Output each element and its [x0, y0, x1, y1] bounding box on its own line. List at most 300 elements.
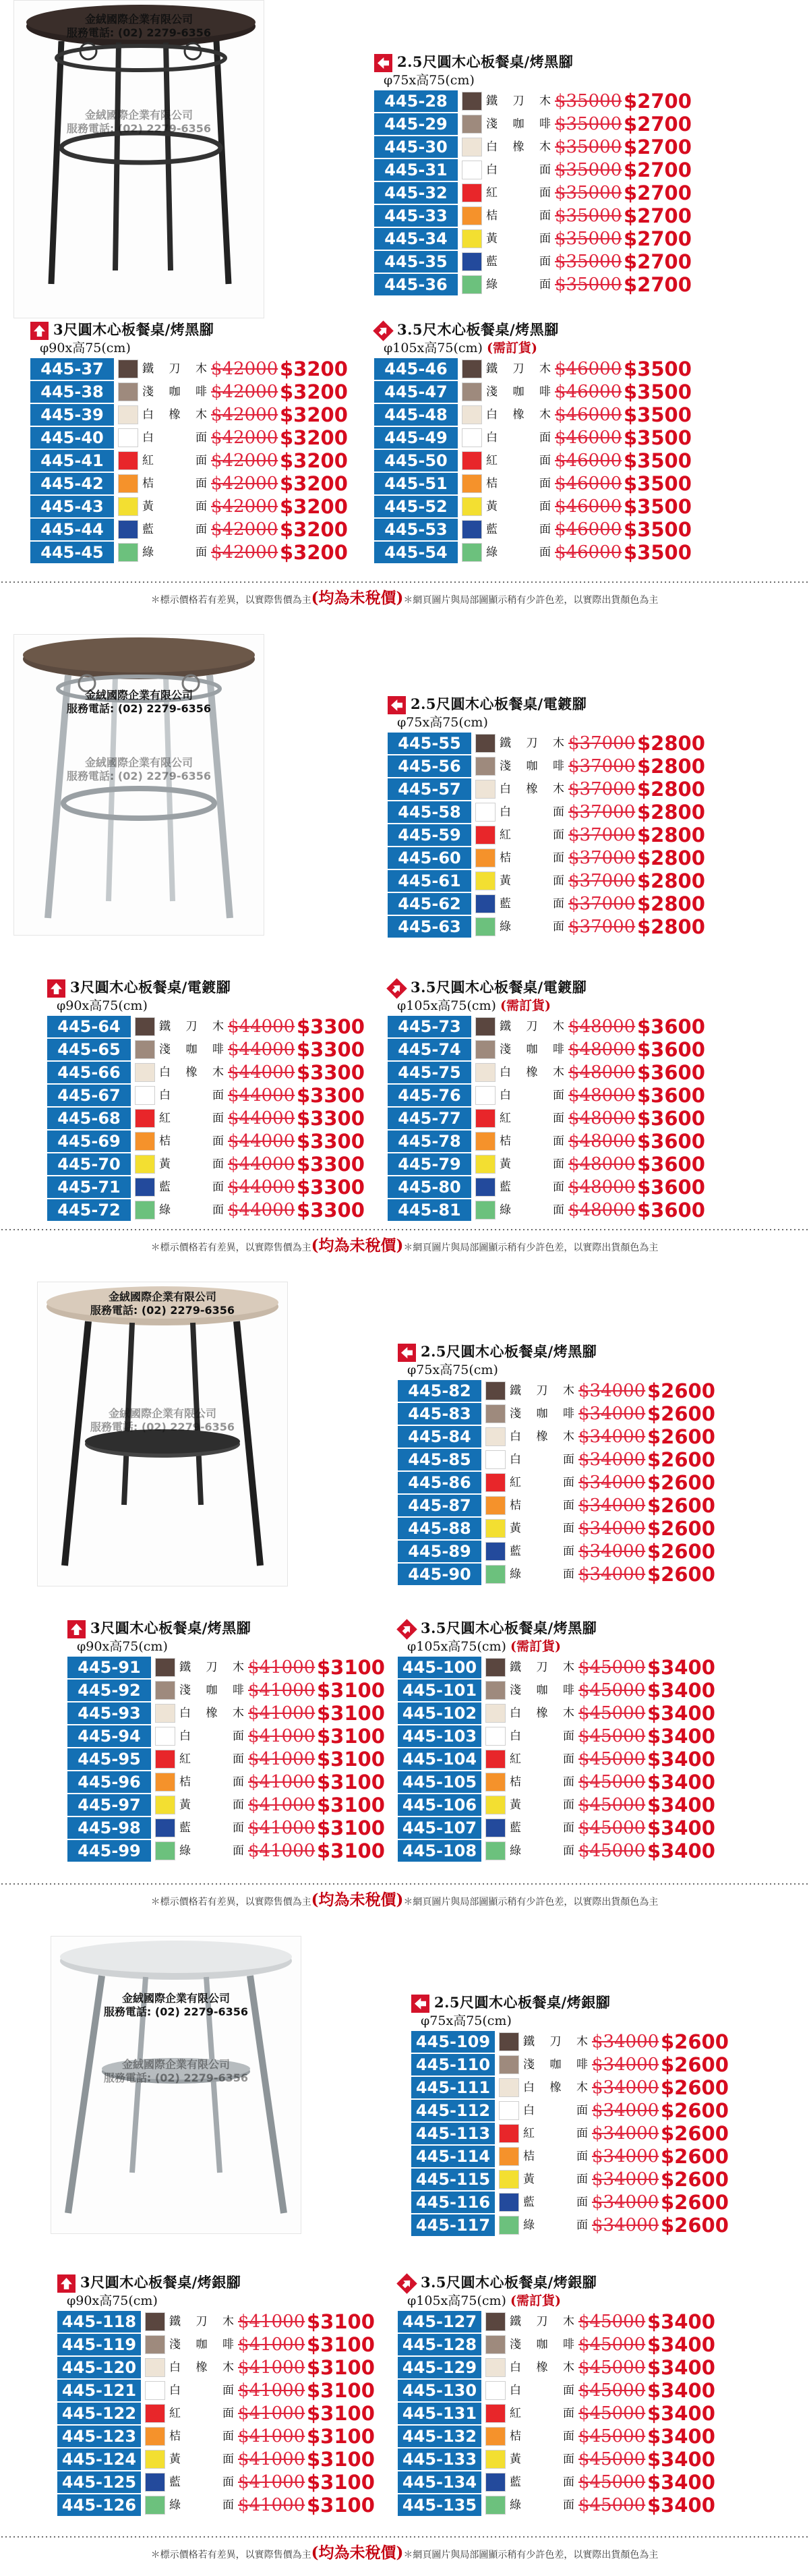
dotted-divider	[0, 1883, 809, 1885]
product-code: 445-132	[398, 2426, 481, 2447]
price-footnote	[0, 588, 809, 610]
color-name: 綠 面	[500, 920, 564, 934]
product-code: 445-40	[30, 427, 114, 449]
color-name: 黃 面	[486, 500, 551, 513]
color-name: 白 面	[523, 2104, 588, 2117]
product-code: 445-45	[30, 542, 114, 563]
original-price: $45000	[578, 1841, 646, 1861]
original-price: $34000	[578, 1472, 646, 1493]
product-code: 445-34	[374, 228, 458, 250]
product-code: 445-66	[47, 1062, 131, 1083]
product-code: 445-62	[388, 893, 471, 915]
footnote-left: ＊標示價格若有差異，以實際售價為主	[150, 595, 311, 606]
product-code: 445-76	[388, 1085, 471, 1106]
product-code: 445-31	[374, 159, 458, 181]
color-swatch	[485, 2404, 506, 2423]
original-price: $37000	[568, 917, 636, 937]
color-swatch	[499, 2193, 519, 2212]
original-price: $48000	[568, 1154, 636, 1174]
color-name: 藍 面	[142, 523, 207, 536]
original-price: $41000	[238, 2426, 305, 2446]
original-price: $34000	[578, 1450, 646, 1470]
color-name: 淺咖啡	[179, 1684, 244, 1697]
color-name: 桔 面	[500, 1135, 564, 1148]
sale-price: $3600	[637, 1107, 705, 1130]
color-name: 綠 面	[523, 2219, 588, 2232]
size-text: φ90x高75(cm)	[67, 2293, 158, 2308]
color-swatch	[485, 2381, 506, 2400]
block-size	[421, 2012, 512, 2030]
color-swatch	[475, 917, 496, 936]
color-name: 紅 面	[142, 454, 207, 467]
color-name: 桔 面	[500, 851, 564, 865]
product-code: 445-78	[388, 1130, 471, 1152]
product-code: 445-94	[67, 1725, 151, 1747]
sale-price: $2600	[647, 1402, 715, 1425]
sale-price: $3100	[317, 1725, 385, 1748]
original-price: $48000	[568, 1062, 636, 1083]
sale-price: $3400	[647, 1702, 715, 1725]
color-swatch	[499, 2147, 519, 2166]
original-price: $41000	[248, 1795, 316, 1815]
product-code: 445-83	[398, 1403, 481, 1425]
sale-price: $3100	[317, 1794, 385, 1816]
sale-price: $2600	[661, 2214, 729, 2237]
sale-price: $3300	[297, 1061, 365, 1084]
color-name: 淺咖啡	[510, 1684, 574, 1697]
product-code: 445-92	[67, 1680, 151, 1701]
color-swatch	[155, 1727, 175, 1746]
sale-price: $3300	[297, 1153, 365, 1176]
product-code: 445-38	[30, 381, 114, 403]
block-size	[407, 2292, 561, 2310]
product-code: 445-101	[398, 1680, 481, 1701]
watermark-name: 金絨國際企業有限公司	[121, 2058, 230, 2071]
original-price: $34000	[578, 1404, 646, 1424]
color-name: 白 面	[179, 1729, 244, 1743]
product-code: 445-82	[398, 1380, 481, 1402]
color-swatch	[462, 161, 482, 179]
block-size	[384, 71, 475, 89]
original-price: $45000	[578, 1749, 646, 1769]
original-price: $46000	[555, 451, 622, 471]
color-name: 綠 面	[169, 2498, 234, 2512]
color-swatch	[135, 1109, 155, 1128]
color-swatch	[145, 2450, 165, 2469]
original-price: $41000	[238, 2495, 305, 2515]
sale-price: $3400	[647, 2310, 715, 2333]
product-code: 445-119	[57, 2334, 141, 2355]
original-price: $44000	[228, 1062, 295, 1083]
color-name: 桔 面	[142, 477, 207, 490]
color-swatch	[155, 1773, 175, 1792]
color-name: 紅 面	[500, 828, 564, 842]
price-footnote	[0, 1236, 809, 1258]
color-swatch	[475, 1201, 496, 1220]
table-black-shelf-icon	[38, 1282, 287, 1586]
sale-price: $3200	[280, 449, 348, 472]
company-name: 金絨國際企業有限公司	[121, 1992, 230, 2005]
size-text: φ105x高75(cm)	[384, 341, 483, 355]
product-code: 445-47	[374, 381, 458, 403]
table-chrome-legs-icon	[14, 635, 264, 935]
product-code: 445-124	[57, 2449, 141, 2470]
product-photo-3	[37, 1282, 288, 1586]
product-code: 445-90	[398, 1564, 481, 1585]
color-swatch	[145, 2404, 165, 2423]
block-size	[57, 997, 148, 1014]
product-code: 445-85	[398, 1449, 481, 1470]
block-title: 3尺圓木心板餐桌/烤銀腳	[80, 2274, 241, 2291]
color-name: 鐵刀木	[500, 737, 564, 750]
original-price: $34000	[578, 1381, 646, 1401]
color-name: 鐵刀木	[510, 1661, 574, 1674]
original-price: $45000	[578, 2472, 646, 2492]
color-swatch	[485, 2358, 506, 2377]
original-price: $46000	[555, 359, 622, 379]
company-name: 金絨國際企業有限公司	[108, 1290, 216, 1303]
product-code: 445-99	[67, 1840, 151, 1862]
size-text: φ105x高75(cm)	[397, 998, 496, 1013]
original-price: $44000	[228, 1039, 295, 1060]
product-code: 445-41	[30, 450, 114, 471]
color-swatch	[462, 520, 482, 539]
color-name: 淺咖啡	[510, 2338, 574, 2351]
color-name: 淺咖啡	[486, 117, 551, 131]
color-swatch	[135, 1017, 155, 1036]
color-swatch	[118, 405, 138, 424]
product-code: 445-129	[398, 2357, 481, 2378]
color-swatch	[485, 1496, 506, 1515]
original-price: $46000	[555, 542, 622, 563]
sale-price: $3200	[280, 426, 348, 449]
color-swatch	[485, 1450, 506, 1469]
size-text: φ75x高75(cm)	[407, 1363, 498, 1377]
product-code: 445-88	[398, 1518, 481, 1539]
product-photo-4	[51, 1936, 301, 2234]
color-name: 鐵刀木	[500, 1020, 564, 1033]
sale-price: $3400	[647, 2333, 715, 2356]
color-swatch	[118, 497, 138, 516]
original-price: $41000	[248, 1703, 316, 1723]
sale-price: $3400	[647, 2356, 715, 2379]
color-name: 綠 面	[510, 1844, 574, 1858]
sale-price: $3500	[624, 541, 692, 564]
sale-price: $2800	[637, 915, 705, 938]
color-name: 白 面	[500, 1089, 564, 1102]
arrow-diagonal-icon	[396, 1619, 417, 1640]
sale-price: $2800	[637, 801, 705, 824]
sale-price: $2600	[647, 1425, 715, 1448]
order-note: (需訂貨)	[510, 1639, 561, 1654]
sale-price: $2700	[624, 159, 692, 181]
color-name: 鐵刀木	[179, 1661, 244, 1674]
color-name: 黃 面	[523, 2173, 588, 2186]
company-watermark	[51, 2058, 301, 2085]
color-swatch	[485, 1565, 506, 1584]
color-swatch	[485, 2312, 506, 2331]
color-name: 紅 面	[510, 1476, 574, 1489]
color-swatch	[485, 1404, 506, 1423]
color-name: 綠 面	[510, 2498, 574, 2512]
color-swatch	[145, 2381, 165, 2400]
footnote-right: ＊網頁圖片與局部圖顯示稍有少許色差，以實際出貨顏色為主	[403, 595, 659, 606]
sale-price: $3500	[624, 403, 692, 426]
sale-price: $2800	[637, 778, 705, 801]
footnote-right: ＊網頁圖片與局部圖顯示稍有少許色差，以實際出貨顏色為主	[403, 2550, 659, 2560]
color-name: 藍 面	[159, 1180, 224, 1194]
original-price: $45000	[578, 2380, 646, 2401]
product-code: 445-93	[67, 1702, 151, 1724]
original-price: $41000	[238, 2403, 305, 2424]
original-price: $42000	[211, 542, 278, 563]
sale-price: $3500	[624, 472, 692, 495]
original-price: $35000	[555, 206, 622, 226]
product-code: 445-108	[398, 1840, 481, 1862]
original-price: $42000	[211, 359, 278, 379]
sale-price: $3300	[297, 1176, 365, 1199]
sale-price: $2600	[647, 1517, 715, 1540]
color-swatch	[135, 1086, 155, 1105]
product-code: 445-131	[398, 2403, 481, 2424]
original-price: $35000	[555, 160, 622, 180]
color-swatch	[485, 1841, 506, 1860]
color-name: 綠 面	[179, 1844, 244, 1858]
product-code: 445-30	[374, 136, 458, 158]
sale-price: $3100	[317, 1816, 385, 1839]
color-swatch	[155, 1681, 175, 1700]
original-price: $42000	[211, 474, 278, 494]
original-price: $41000	[248, 1657, 316, 1678]
color-swatch	[118, 474, 138, 493]
original-price: $41000	[248, 1841, 316, 1861]
sale-price: $2600	[647, 1494, 715, 1517]
product-code: 445-67	[47, 1085, 131, 1106]
product-code: 445-80	[388, 1176, 471, 1198]
original-price: $34000	[592, 2215, 659, 2235]
product-code: 445-44	[30, 519, 114, 540]
color-name: 白橡木	[510, 2361, 574, 2374]
color-name: 鐵刀木	[169, 2315, 234, 2328]
size-text: φ90x高75(cm)	[57, 998, 148, 1013]
sale-price: $2700	[624, 181, 692, 204]
product-code: 445-96	[67, 1771, 151, 1793]
sale-price: $3100	[307, 2471, 375, 2494]
sale-price: $2800	[637, 824, 705, 847]
color-name: 淺咖啡	[510, 1407, 574, 1421]
product-photo-2	[13, 634, 264, 936]
block-title: 2.5尺圓木心板餐桌/烤黑腳	[421, 1343, 597, 1360]
product-code: 445-127	[398, 2311, 481, 2332]
footnote-right: ＊網頁圖片與局部圖顯示稍有少許色差，以實際出貨顏色為主	[403, 1242, 659, 1253]
color-swatch	[475, 1109, 496, 1128]
sale-price: $2700	[624, 273, 692, 296]
color-swatch	[145, 2358, 165, 2377]
original-price: $35000	[555, 137, 622, 157]
sale-price: $3100	[307, 2333, 375, 2356]
product-code: 445-35	[374, 251, 458, 273]
product-code: 445-53	[374, 519, 458, 540]
original-price: $45000	[578, 2449, 646, 2469]
color-swatch	[135, 1201, 155, 1220]
color-name: 綠 面	[142, 546, 207, 559]
product-code: 445-42	[30, 473, 114, 494]
sale-price: $2600	[661, 2076, 729, 2099]
original-price: $34000	[578, 1541, 646, 1562]
color-swatch	[475, 734, 496, 753]
color-swatch	[462, 543, 482, 562]
color-name: 黃 面	[510, 1522, 574, 1535]
product-code: 445-130	[398, 2380, 481, 2401]
product-code: 445-97	[67, 1794, 151, 1816]
sale-price: $3200	[280, 472, 348, 495]
color-name: 藍 面	[510, 2475, 574, 2489]
color-swatch	[118, 428, 138, 447]
color-swatch	[462, 474, 482, 493]
original-price: $37000	[568, 802, 636, 822]
product-code: 445-116	[411, 2192, 495, 2213]
color-name: 鐵刀木	[486, 362, 551, 376]
original-price: $46000	[555, 428, 622, 448]
sale-price: $3100	[317, 1839, 385, 1862]
color-name: 紅 面	[500, 1112, 564, 1125]
color-name: 鐵刀木	[486, 94, 551, 108]
product-code: 445-86	[398, 1472, 481, 1493]
color-swatch	[485, 2450, 506, 2469]
sale-price: $3100	[307, 2402, 375, 2425]
product-code: 445-109	[411, 2031, 495, 2053]
product-code: 445-32	[374, 182, 458, 204]
size-text: φ75x高75(cm)	[421, 2013, 512, 2028]
color-swatch	[485, 2427, 506, 2446]
color-name: 白橡木	[500, 1066, 564, 1079]
sale-price: $3200	[280, 380, 348, 403]
product-code: 445-89	[398, 1541, 481, 1562]
color-swatch	[135, 1040, 155, 1059]
color-swatch	[475, 826, 496, 845]
color-name: 白 面	[510, 1729, 574, 1743]
product-code: 445-134	[398, 2471, 481, 2493]
sale-price: $2600	[661, 2168, 729, 2191]
product-code: 445-65	[47, 1039, 131, 1060]
color-swatch	[475, 757, 496, 776]
color-name: 黃 面	[510, 1798, 574, 1812]
original-price: $44000	[228, 1200, 295, 1220]
sale-price: $3400	[647, 1679, 715, 1702]
original-price: $45000	[578, 1795, 646, 1815]
product-code: 445-100	[398, 1657, 481, 1678]
sale-price: $2600	[661, 2030, 729, 2053]
original-price: $44000	[228, 1131, 295, 1151]
sale-price: $3400	[647, 2471, 715, 2494]
original-price: $42000	[211, 496, 278, 517]
color-name: 黃 面	[159, 1157, 224, 1171]
footnote-left: ＊標示價格若有差異，以實際售價為主	[150, 1897, 311, 1908]
color-swatch	[462, 229, 482, 248]
product-code: 445-71	[47, 1176, 131, 1198]
color-name: 桔 面	[486, 209, 551, 223]
sale-price: $2600	[647, 1540, 715, 1563]
original-price: $37000	[568, 894, 636, 914]
original-price: $45000	[578, 2335, 646, 2355]
product-section-1	[0, 0, 809, 621]
original-price: $34000	[592, 2123, 659, 2144]
product-code: 445-63	[388, 916, 471, 938]
product-code: 445-103	[398, 1725, 481, 1747]
color-name: 白橡木	[486, 408, 551, 422]
color-swatch	[462, 206, 482, 225]
product-code: 445-69	[47, 1130, 131, 1152]
color-swatch	[475, 780, 496, 799]
sale-price: $2700	[624, 136, 692, 159]
color-name: 白橡木	[159, 1066, 224, 1079]
original-price: $34000	[592, 2169, 659, 2189]
arrow-left-icon	[411, 1995, 429, 2013]
block-size	[77, 1638, 168, 1655]
sale-price: $3300	[297, 1015, 365, 1038]
color-swatch	[462, 183, 482, 202]
sale-price: $3300	[297, 1038, 365, 1061]
color-swatch	[485, 1819, 506, 1837]
original-price: $48000	[568, 1131, 636, 1151]
original-price: $41000	[248, 1726, 316, 1746]
sale-price: $2800	[637, 847, 705, 869]
footnote-right: ＊網頁圖片與局部圖顯示稍有少許色差，以實際出貨顏色為主	[403, 1897, 659, 1908]
sale-price: $2600	[647, 1563, 715, 1586]
block-title: 3.5尺圓木心板餐桌/烤銀腳	[421, 2274, 597, 2291]
sale-price: $2700	[624, 250, 692, 273]
sale-price: $3100	[307, 2310, 375, 2333]
product-code: 445-79	[388, 1153, 471, 1175]
sale-price: $3600	[637, 1176, 705, 1199]
color-name: 白橡木	[500, 782, 564, 796]
block-title: 3尺圓木心板餐桌/電鍍腳	[70, 979, 231, 996]
color-name: 綠 面	[159, 1203, 224, 1217]
color-name: 黃 面	[500, 1157, 564, 1171]
color-swatch	[485, 1750, 506, 1769]
original-price: $41000	[248, 1749, 316, 1769]
color-name: 白 面	[510, 1453, 574, 1466]
company-phone: 服務電話: (02) 2279-6356	[90, 1304, 235, 1317]
block-title: 3.5尺木心板餐桌/烤黑腳	[397, 321, 559, 338]
color-name: 白橡木	[142, 408, 207, 422]
original-price: $35000	[555, 183, 622, 203]
sale-price: $3200	[280, 518, 348, 541]
color-swatch	[499, 2055, 519, 2074]
company-watermark	[38, 1407, 287, 1434]
company-name: 金絨國際企業有限公司	[84, 13, 193, 26]
original-price: $48000	[568, 1177, 636, 1197]
color-name: 紅 面	[486, 186, 551, 200]
product-code: 445-74	[388, 1039, 471, 1060]
sale-price: $3100	[317, 1679, 385, 1702]
color-swatch	[475, 1063, 496, 1082]
original-price: $42000	[211, 428, 278, 448]
color-swatch	[155, 1704, 175, 1723]
sale-price: $3200	[280, 357, 348, 380]
arrow-left-icon	[374, 54, 392, 72]
arrow-diagonal-icon	[373, 320, 394, 341]
block-size	[384, 339, 537, 357]
watermark-phone: 服務電話: (02) 2279-6356	[66, 770, 212, 782]
color-swatch	[485, 1519, 506, 1538]
color-name: 紅 面	[510, 2407, 574, 2420]
size-text: φ75x高75(cm)	[384, 73, 475, 88]
original-price: $34000	[578, 1518, 646, 1539]
color-name: 綠 面	[486, 546, 551, 559]
original-price: $41000	[248, 1680, 316, 1700]
sale-price: $3500	[624, 495, 692, 518]
